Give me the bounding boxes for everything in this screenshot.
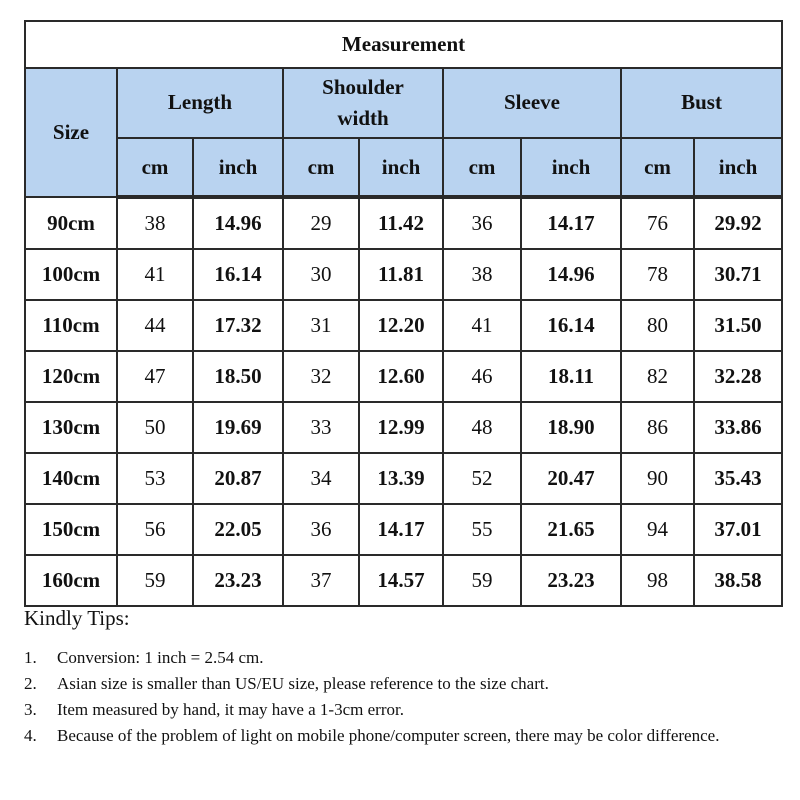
cm-value-cell: 38 (443, 249, 521, 300)
inch-value-cell: 14.17 (359, 504, 443, 555)
length-inch-header: inch (193, 138, 283, 197)
sleeve-header: Sleeve (443, 68, 621, 138)
inch-value-cell: 13.39 (359, 453, 443, 504)
inch-value-cell: 30.71 (694, 249, 782, 300)
cm-value-cell: 94 (621, 504, 694, 555)
inch-value-cell: 18.11 (521, 351, 621, 402)
cm-value-cell: 98 (621, 555, 694, 606)
cm-value-cell: 48 (443, 402, 521, 453)
size-chart-table (24, 20, 783, 607)
cm-value-cell: 76 (621, 197, 694, 249)
cm-value-cell: 55 (443, 504, 521, 555)
inch-value-cell: 38.58 (694, 555, 782, 606)
inch-value-cell: 37.01 (694, 504, 782, 555)
table-body (25, 197, 782, 606)
table-row (25, 504, 782, 555)
inch-value-cell: 11.42 (359, 197, 443, 249)
table-row (25, 249, 782, 300)
cm-value-cell: 47 (117, 351, 193, 402)
inch-value-cell: 16.14 (193, 249, 283, 300)
cm-value-cell: 56 (117, 504, 193, 555)
cm-value-cell: 50 (117, 402, 193, 453)
inch-value-cell: 22.05 (193, 504, 283, 555)
size-cell: 100cm (25, 249, 117, 300)
inch-value-cell: 20.47 (521, 453, 621, 504)
cm-value-cell: 37 (283, 555, 359, 606)
cm-value-cell: 90 (621, 453, 694, 504)
tip-text: Asian size is smaller than US/EU size, please reference to the size chart. (57, 674, 549, 693)
shoulder-cm-header: cm (283, 138, 359, 197)
cm-value-cell: 59 (117, 555, 193, 606)
cm-value-cell: 32 (283, 351, 359, 402)
table-row (25, 453, 782, 504)
cm-value-cell: 36 (443, 197, 521, 249)
tip-item (24, 697, 794, 723)
tip-text: Item measured by hand, it may have a 1-3cm error. (57, 700, 404, 719)
inch-value-cell: 20.87 (193, 453, 283, 504)
table-row (25, 197, 782, 249)
inch-value-cell: 11.81 (359, 249, 443, 300)
size-cell: 150cm (25, 504, 117, 555)
cm-value-cell: 34 (283, 453, 359, 504)
sleeve-inch-header: inch (521, 138, 621, 197)
inch-value-cell: 14.17 (521, 197, 621, 249)
cm-value-cell: 41 (443, 300, 521, 351)
cm-value-cell: 30 (283, 249, 359, 300)
tip-number: 4. (24, 726, 37, 745)
tips-list (24, 645, 794, 749)
cm-value-cell: 59 (443, 555, 521, 606)
length-cm-header: cm (117, 138, 193, 197)
shoulder-width-label: Shoulder width (322, 74, 404, 130)
tip-item (24, 645, 794, 671)
tip-text: Because of the problem of light on mobile phone/computer screen, there may be color difference. (57, 726, 720, 745)
table-row (25, 351, 782, 402)
tip-item (24, 671, 794, 697)
sleeve-cm-header: cm (443, 138, 521, 197)
bust-inch-header: inch (694, 138, 782, 197)
cm-value-cell: 52 (443, 453, 521, 504)
inch-value-cell: 12.60 (359, 351, 443, 402)
inch-value-cell: 12.20 (359, 300, 443, 351)
cm-value-cell: 38 (117, 197, 193, 249)
cm-value-cell: 82 (621, 351, 694, 402)
cm-value-cell: 36 (283, 504, 359, 555)
tip-number: 2. (24, 674, 37, 693)
size-cell: 130cm (25, 402, 117, 453)
tip-number: 3. (24, 700, 37, 719)
cm-value-cell: 29 (283, 197, 359, 249)
table-row (25, 300, 782, 351)
inch-value-cell: 18.90 (521, 402, 621, 453)
inch-value-cell: 14.57 (359, 555, 443, 606)
size-cell: 90cm (25, 197, 117, 249)
inch-value-cell: 35.43 (694, 453, 782, 504)
tip-text: Conversion: 1 inch = 2.54 cm. (57, 648, 264, 667)
cm-value-cell: 31 (283, 300, 359, 351)
inch-value-cell: 23.23 (521, 555, 621, 606)
length-header: Length (117, 68, 283, 138)
inch-value-cell: 16.14 (521, 300, 621, 351)
cm-value-cell: 78 (621, 249, 694, 300)
cm-value-cell: 41 (117, 249, 193, 300)
inch-value-cell: 23.23 (193, 555, 283, 606)
tips-title: Kindly Tips: (24, 606, 130, 630)
size-cell: 140cm (25, 453, 117, 504)
cm-value-cell: 53 (117, 453, 193, 504)
inch-value-cell: 21.65 (521, 504, 621, 555)
kindly-tips (24, 606, 794, 749)
shoulder-width-header (283, 68, 443, 138)
table-row (25, 402, 782, 453)
inch-value-cell: 19.69 (193, 402, 283, 453)
inch-value-cell: 18.50 (193, 351, 283, 402)
size-chart (24, 20, 781, 607)
bust-cm-header: cm (621, 138, 694, 197)
shoulder-inch-header: inch (359, 138, 443, 197)
bust-header: Bust (621, 68, 782, 138)
inch-value-cell: 14.96 (521, 249, 621, 300)
tip-item (24, 723, 794, 749)
inch-value-cell: 17.32 (193, 300, 283, 351)
inch-value-cell: 14.96 (193, 197, 283, 249)
size-cell: 110cm (25, 300, 117, 351)
tip-number: 1. (24, 648, 37, 667)
inch-value-cell: 31.50 (694, 300, 782, 351)
cm-value-cell: 80 (621, 300, 694, 351)
cm-value-cell: 33 (283, 402, 359, 453)
size-cell: 120cm (25, 351, 117, 402)
cm-value-cell: 46 (443, 351, 521, 402)
inch-value-cell: 33.86 (694, 402, 782, 453)
inch-value-cell: 29.92 (694, 197, 782, 249)
table-header (25, 21, 782, 197)
table-row (25, 555, 782, 606)
inch-value-cell: 12.99 (359, 402, 443, 453)
table-title: Measurement (25, 21, 782, 68)
cm-value-cell: 86 (621, 402, 694, 453)
inch-value-cell: 32.28 (694, 351, 782, 402)
cm-value-cell: 44 (117, 300, 193, 351)
size-cell: 160cm (25, 555, 117, 606)
size-column-header: Size (25, 68, 117, 197)
